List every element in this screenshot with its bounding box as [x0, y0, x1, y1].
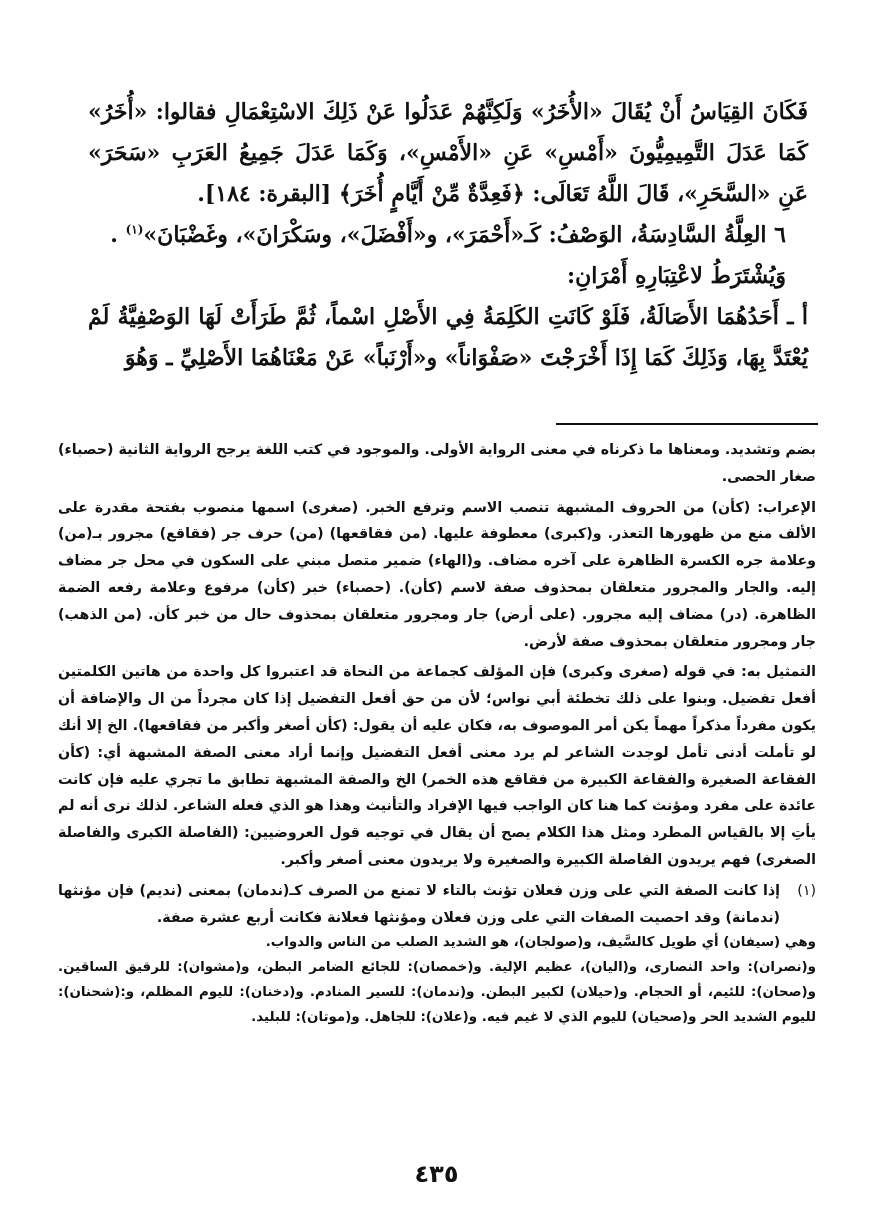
note-parsing: الإعراب: (كأن) من الحروف المشبهة تنصب الاسم وترفع الخبر. (صغرى) اسمها منصوب بفتحة مقدرة على الألف منع من ظهورها التعذر. و(كبرى) معطوفة عليها. (من فقاقعها) (من) حرف جر (فقاقع) مجرور بـ(من) وعلامة جره الكسرة الظاهرة على آخره مضاف. و(الهاء) ضمير متصل مبني على السكون في محل جر مضاف إليه. والجار والمجرور متعلقان بمحذوف صفة لاسم (كأن). (حصباء) خبر (كأن) مرفوع وعلامة رفعه الضمة الظاهرة. (در) مضاف إليه مجرور. (على أرض) جار ومجرور متعلقان بمحذوف حال من خبر كأن. (من الذهب) جار ومجرور متعلقان بمحذوف صفة لأرض. — [58, 499, 816, 650]
footnotes — [58, 437, 816, 1031]
main-paragraph-3: وَيُشْتَرَطُ لاعْتِبَارِهِ أَمْرَانِ: — [566, 263, 786, 289]
note-example: التمثيل به: في قوله (صغرى وكبرى) فإن المؤلف كجماعة من النحاة قد اعتبروا كل واحدة من هاتين الكلمتين أفعل تفضيل. وبنوا على ذلك تخطئة أبي نواس؛ لأن من حق أفعل التفضيل إذا كان مجرداً من ال والإضافة أن يكون مفرداً مذكراً مهماً يكن أمر الموصوف به، فكان عليه أن يقول: (كأن أصغر وأكبر من فقاقعها). الخ إلا أنك لو تأملت أدنى تأمل لوجدت الشاعر لم يرد معنى أفعل التفضيل وإنما أراد معنى الصفة المشبهة أي: (كأن الفقاعة الصغيرة والفقاعة الكبيرة من فقاقع هذه الخمر) الخ والصفة المشبهة تطابق ما تجري عليه فإن كانت عائدة على مفرد ومؤنث كما هنا كان الواجب فيها الإفراد والتأنيث وهذا هو الذي فعله الشاعر. لذلك نرى أنه لم يأتِ إلا بالقياس المطرد ومثل هذا الكلام يصح أن يقال في توجيه قول العروضيين: (الفاصلة الكبرى والفاصلة الصغرى) فهم يريدون الفاصلة الكبيرة والصغيرة ولا يريدون معنى أصغر وأكبر. — [58, 664, 816, 868]
main-paragraph-2 — [88, 215, 808, 256]
footnote-separator — [556, 423, 818, 425]
footnote-reference[interactable]: (١) — [125, 222, 144, 237]
footnote-1 — [58, 878, 816, 932]
main-text — [88, 92, 808, 379]
footnote-1-list-a: وهي (سيفان) أي طويل كالسَّيف، و(صولجان)، هو الشديد الصلب من الناس والدواب. — [265, 935, 816, 951]
footnote-number: (١) — [797, 882, 816, 899]
page-number: ٤٣٥ — [414, 1160, 459, 1188]
main-paragraph-1: فَكَانَ القِيَاسُ أَنْ يُقَالَ «الأُخَرُ» وَلَكِنَّهُمْ عَدَلُوا عَنْ ذَلِكَ الاسْتِعْمَالِ فقالوا: «أُخَرُ» كَمَا عَدَلَ التَّمِيمِيُّونَ «أَمْسِ» عَنِ «الأَمْسِ»، وَكَمَا عَدَلَ جَمِيعُ العَرَبِ «سَحَرَ» عَنِ «السَّحَرِ»، قَالَ اللَّهُ تَعَالَى: ﴿فَعِدَّةٌ مِّنْ أَيَّامٍ أُخَرَ﴾ [البقرة: ١٨٤]. — [88, 99, 808, 207]
note-continuation: بضم وتشديد. ومعناها ما ذكرناه في معنى الرواية الأولى. والموجود في كتب اللغة يرجح الرواية الثانية (حصباء) صغار الحصى. — [58, 442, 816, 485]
footnote-1-text: إذا كانت الصفة التي على وزن فعلان تؤنث بالتاء لا تمنع من الصرف كـ(ندمان) بمعنى (نديم) فإن مؤنثها (ندمانة) وقد احصيت الصفات التي على وزن فعلان ومؤنثها فعلانة فكانت أربع عشرة صفة. — [58, 882, 780, 926]
main-paragraph-4: أ ـ أَحَدُهُمَا الأَصَالَةُ، فَلَوْ كَانَتِ الكَلِمَةُ فِي الأَصْلِ اسْماً، ثُمَّ طَرَأَتْ لَهَا الوَصْفِيَّةُ لَمْ يُعْتَدَّ بِهَا، وَذَلِكَ كَمَا إِذَا أَخْرَجْتَ «صَفْوَاناً» و«أَرْنَباً» عَنْ مَعْنَاهُمَا الأَصْلِيِّ ـ وَهُوَ — [88, 304, 808, 371]
sixth-reason-text: ٦ العِلَّةُ السَّادِسَةُ، الوَصْفُ: كَـ«أَحْمَرَ»، و«أَفْضَلَ»، وسَكْرَانَ»، وغَضْبَانَ» — [143, 222, 786, 248]
sentence-end: . — [110, 222, 118, 248]
footnote-1-list-b: و(نصران): واحد النصارى، و(اليان)، عظيم الإلية. و(خمصان): للجائع الضامر البطن، و(مشوان): للرقيق الساقين. و(صحان): للئيم، أو الحجام. و(حيلان) لكبير البطن. و(ندمان): للسير المنادم. و(دخنان): لليوم المظلم، و:(شحنان): لليوم الشديد الحر و(صحيان) لليوم الذي لا غيم فيه. و(علان): للجاهل. و(موتان): للبليد. — [58, 960, 816, 1025]
